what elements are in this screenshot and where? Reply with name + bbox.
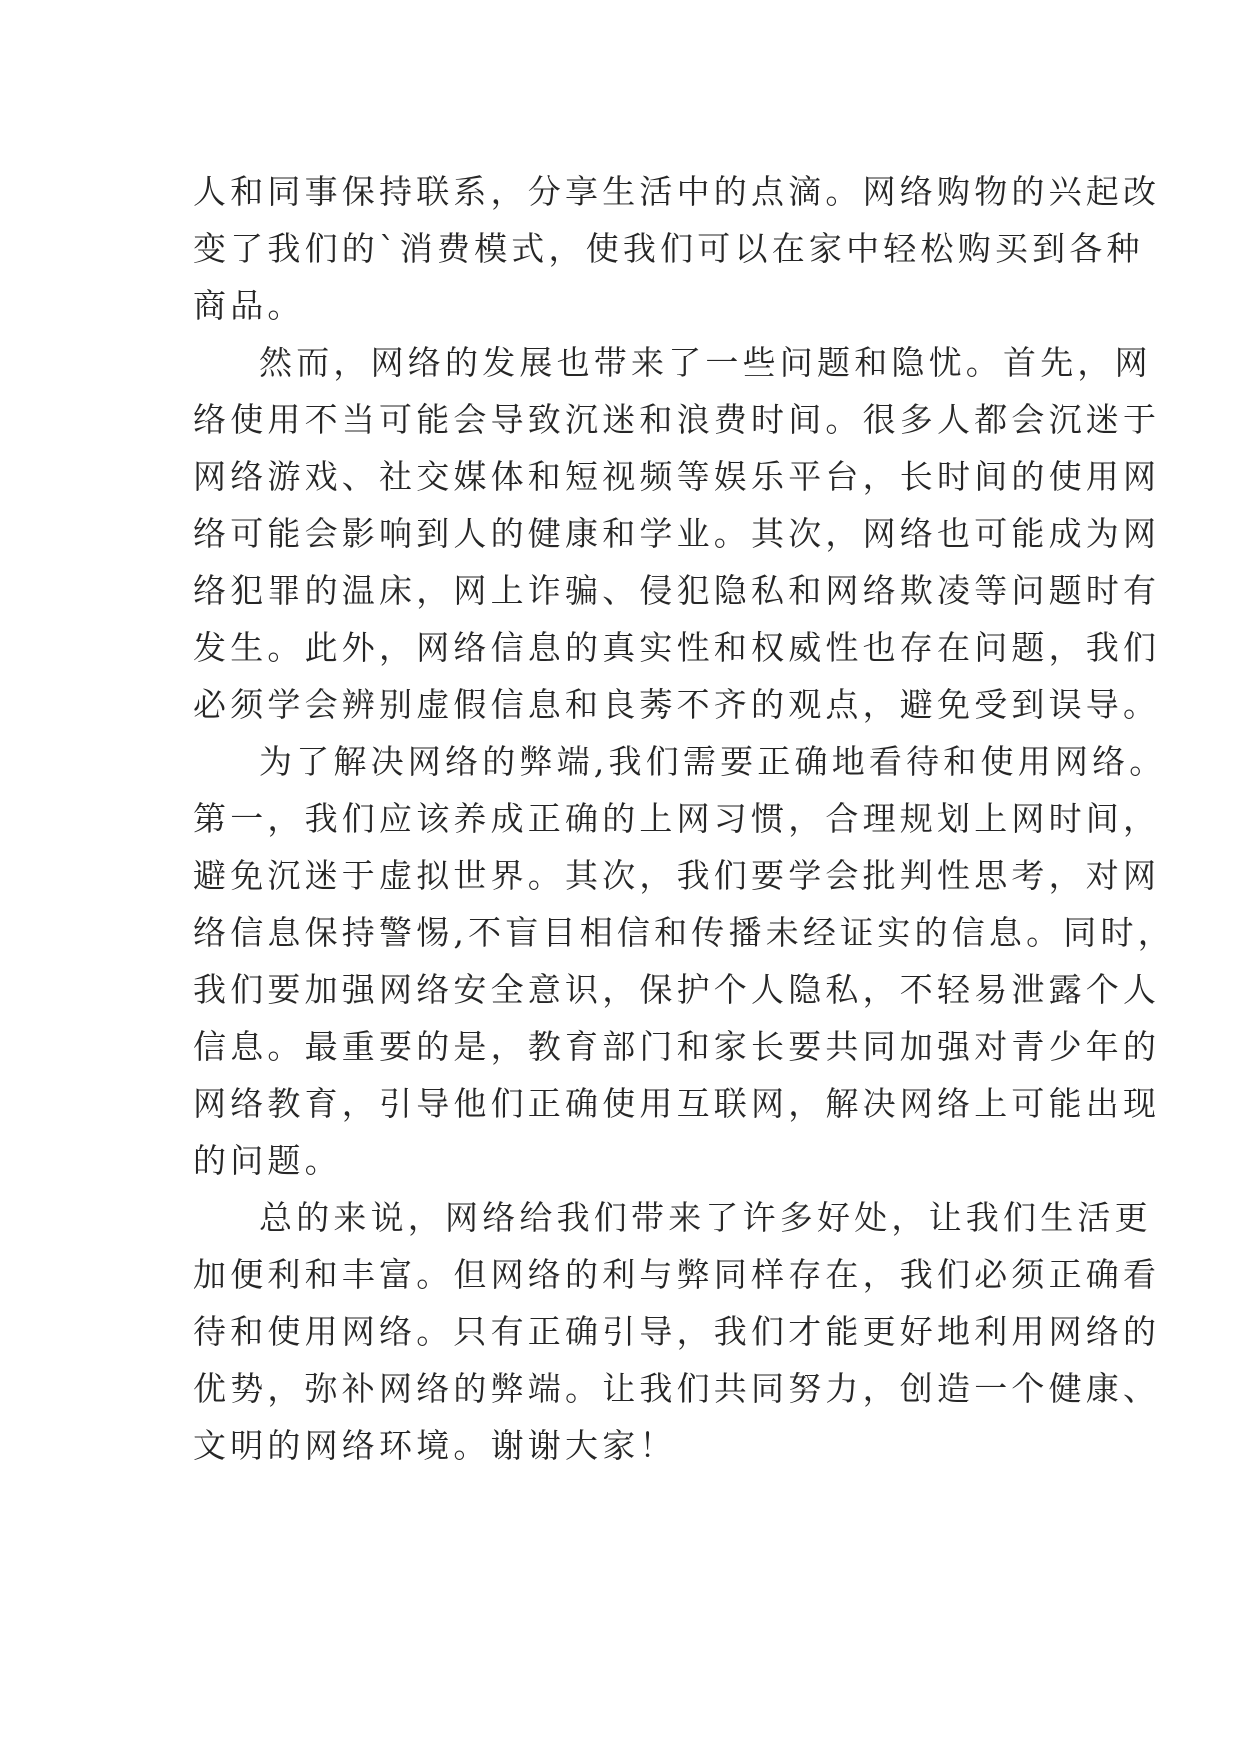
paragraph-1 [193, 163, 1161, 334]
text-line: 网络游戏、社交媒体和短视频等娱乐平台，长时间的使用网 [193, 457, 1161, 496]
paragraph-4 [193, 1189, 1161, 1474]
paragraph-3 [193, 733, 1175, 1189]
text-line: 络使用不当可能会导致沉迷和浪费时间。很多人都会沉迷于 [193, 400, 1161, 439]
paragraph-2 [193, 334, 1161, 733]
text-line: 加便利和丰富。但网络的利与弊同样存在，我们必须正确看 [193, 1255, 1161, 1294]
text-line: 商品。 [193, 286, 305, 325]
text-line: 第一，我们应该养成正确的上网习惯，合理规划上网时间， [193, 799, 1161, 838]
text-line: 信息。最重要的是，教育部门和家长要共同加强对青少年的 [193, 1027, 1161, 1066]
text-line: 避免沉迷于虚拟世界。其次，我们要学会批判性思考，对网 [193, 856, 1161, 895]
text-line: 文明的网络环境。谢谢大家！ [193, 1426, 677, 1465]
text-line: 我们要加强网络安全意识，保护个人隐私，不轻易泄露个人 [193, 970, 1161, 1009]
text-line: 待和使用网络。只有正确引导，我们才能更好地利用网络的 [193, 1312, 1161, 1351]
text-line: 人和同事保持联系，分享生活中的点滴。网络购物的兴起改 [193, 172, 1161, 211]
text-line: 网络教育，引导他们正确使用互联网，解决网络上可能出现 [193, 1084, 1161, 1123]
text-line: 络信息保持警惕,不盲目相信和传播未经证实的信息。同时， [193, 913, 1175, 952]
text-line: 优势，弥补网络的弊端。让我们共同努力，创造一个健康、 [193, 1369, 1161, 1408]
text-line: 发生。此外，网络信息的真实性和权威性也存在问题，我们 [193, 628, 1161, 667]
body-text [193, 163, 1175, 1474]
text-line: 的问题。 [193, 1141, 342, 1180]
text-line: 总的来说，网络给我们带来了许多好处，让我们生活更 [259, 1198, 1152, 1237]
text-line: 然而，网络的发展也带来了一些问题和隐忧。首先，网 [259, 343, 1152, 382]
text-line: 变了我们的`消费模式，使我们可以在家中轻松购买到各种 [193, 229, 1144, 268]
text-line: 为了解决网络的弊端,我们需要正确地看待和使用网络。 [259, 742, 1167, 781]
text-line: 必须学会辨别虚假信息和良莠不齐的观点，避免受到误导。 [193, 685, 1161, 724]
text-line: 络可能会影响到人的健康和学业。其次，网络也可能成为网 [193, 514, 1161, 553]
text-line: 络犯罪的温床，网上诈骗、侵犯隐私和网络欺凌等问题时有 [193, 571, 1161, 610]
